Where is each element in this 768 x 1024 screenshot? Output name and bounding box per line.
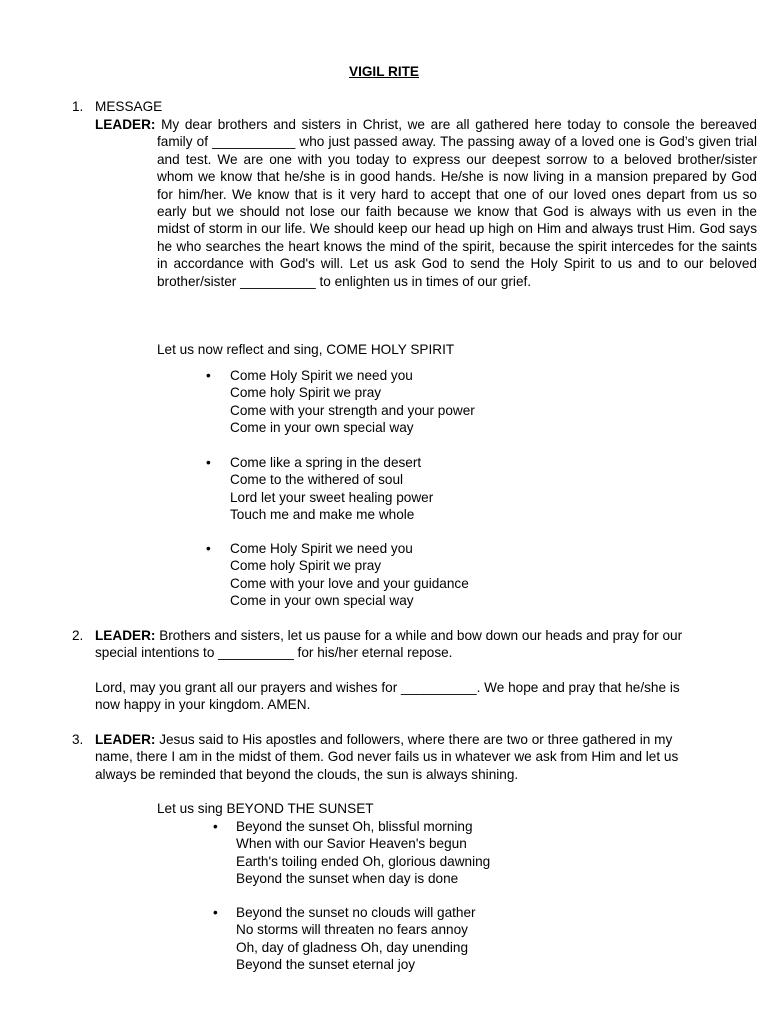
leader-label: LEADER:: [95, 628, 156, 643]
section-1-song-intro: Let us now reflect and sing, COME HOLY SPIRIT: [157, 342, 455, 357]
song-1-verse-2: [230, 454, 433, 524]
verse-line: Lord let your sweet healing power: [230, 489, 434, 505]
verse-line: When with our Savior Heaven's begun: [236, 836, 467, 852]
song-2-verse-2: [236, 904, 476, 974]
bullet-icon: •: [206, 368, 211, 383]
verse-line: No storms will threaten no fears annoy: [236, 922, 468, 938]
section-1-paragraph: [95, 116, 757, 290]
verse-line: Beyond the sunset Oh, blissful morning: [236, 819, 473, 834]
section-3-song-intro: Let us sing BEYOND THE SUNSET: [157, 801, 374, 816]
section-2-number: 2.: [72, 628, 84, 643]
bullet-icon: •: [206, 455, 211, 470]
verse-line: Beyond the sunset eternal joy: [236, 957, 416, 973]
verse-line: Touch me and make me whole: [230, 507, 415, 523]
verse-line: Beyond the sunset when day is done: [236, 871, 459, 887]
verse-line: Beyond the sunset no clouds will gather: [236, 905, 476, 920]
verse-line: Come Holy Spirit we need you: [230, 368, 413, 383]
verse-line: Come holy Spirit we pray: [230, 385, 382, 401]
verse-line: Come with your strength and your power: [230, 402, 475, 418]
bullet-icon: •: [213, 905, 218, 920]
bullet-icon: •: [206, 541, 211, 556]
song-2-verse-1: [236, 818, 490, 888]
verse-line: Come with your love and your guidance: [230, 575, 469, 591]
document-title: VIGIL RITE: [349, 64, 419, 79]
verse-line: Come holy Spirit we pray: [230, 558, 382, 574]
song-1-verse-3: [230, 540, 469, 610]
leader-label: LEADER:: [95, 732, 156, 747]
song-1-verse-1: [230, 367, 475, 437]
section-2-paragraph-text: Brothers and sisters, let us pause for a while and bow down our heads and pray for our special intentions to __________ for his/her eternal repose.: [95, 628, 683, 661]
section-3-paragraph: [95, 731, 695, 783]
section-1-number: 1.: [72, 99, 84, 114]
verse-line: Come to the withered of soul: [230, 472, 404, 488]
verse-line: Come in your own special way: [230, 420, 414, 436]
bullet-icon: •: [213, 819, 218, 834]
verse-line: Come in your own special way: [230, 593, 414, 609]
section-3-number: 3.: [72, 732, 84, 747]
section-2-prayer: Lord, may you grant all our prayers and wishes for __________. We hope and pray that he/she is now happy in your kingdom. AMEN.: [95, 680, 680, 713]
leader-label: LEADER:: [95, 117, 156, 132]
verse-line: Come like a spring in the desert: [230, 455, 422, 470]
verse-line: Oh, day of gladness Oh, day unending: [236, 939, 469, 955]
verse-line: Earth's toiling ended Oh, glorious dawning: [236, 853, 491, 869]
verse-line: Come Holy Spirit we need you: [230, 541, 413, 556]
section-3-paragraph-text: Jesus said to His apostles and followers, where there are two or three gathered in my name, there I am in the midst of them. God never fails us in whatever we ask from Him and let us always be reminded that beyond the clouds, the sun is always shining.: [95, 732, 679, 782]
section-1-heading: MESSAGE: [95, 99, 163, 114]
section-1-paragraph-text: My dear brothers and sisters in Christ, we are all gathered here today to console the bereaved family of ___________ who just passed away. The passing away of a loved one is God’s given trial and test. We are one with you today to express our deepest sorrow to a beloved brother/sister whom we know that he/she is in good hands. He/she is now living in a mansion prepared by God for him/her. We know that is it very hard to accept that one of our loved ones depart from us so early but we should not lose our faith because we know that God is always with us even in the midst of storm in our life. We should keep our head up high on Him and always trust Him. God says he who searches the heart knows the mind of the spirit, because the spirit intercedes for the saints in accordance with God's will. Let us ask God to send the Holy Spirit to us and to our beloved brother/sister __________ to enlighten us in times of our grief.: [155, 117, 757, 289]
section-2-paragraph: [95, 627, 695, 662]
